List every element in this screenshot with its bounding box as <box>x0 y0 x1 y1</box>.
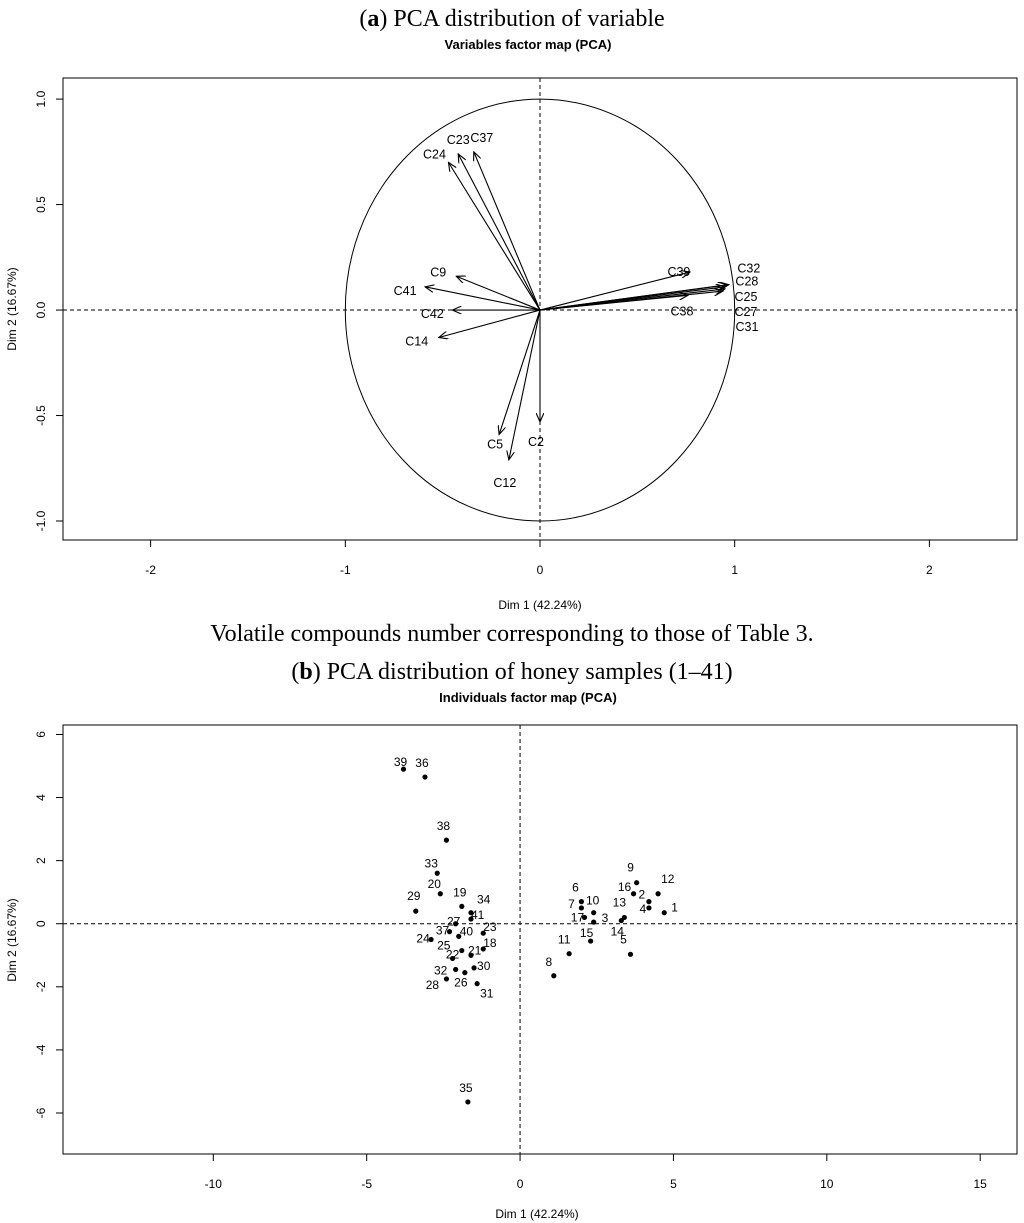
chart-b-point-label-18: 18 <box>483 935 497 950</box>
chart-b-point-label-29: 29 <box>407 889 421 904</box>
chart-b-point-label-27: 27 <box>446 914 461 929</box>
chart-b-point-16 <box>631 891 636 896</box>
chart-b-xtick-label: -10 <box>204 1177 222 1191</box>
chart-b-point-label-40: 40 <box>459 924 474 939</box>
chart-a-vector-label-c12: C12 <box>493 475 517 490</box>
chart-a-vector-label-c28: C28 <box>735 274 759 289</box>
chart-b-point-35 <box>465 1099 470 1104</box>
chart-b-point-label-7: 7 <box>568 896 575 911</box>
chart-b-point-36 <box>422 774 427 779</box>
chart-b-point-33 <box>435 871 440 876</box>
chart-b-point-label-19: 19 <box>453 885 467 900</box>
chart-a-xtick-label: 1 <box>731 563 739 577</box>
chart-a-vector-label-c24: C24 <box>423 147 446 162</box>
chart-b-point-31 <box>475 981 480 986</box>
chart-b-point-label-22: 22 <box>445 947 460 962</box>
chart-a-vector-label-c5: C5 <box>487 437 504 452</box>
chart-b-point-2 <box>646 899 651 904</box>
chart-b-point-label-34: 34 <box>476 892 491 907</box>
caption-b: (b) PCA distribution of honey samples (1–41) <box>291 659 733 685</box>
chart-b-point-30 <box>471 965 476 970</box>
chart-b-point-label-13: 13 <box>612 895 627 910</box>
chart-a-ytick-label: -1.0 <box>34 510 48 532</box>
chart-a-xtick-label: 0 <box>536 563 544 577</box>
chart-b-point-label-25: 25 <box>437 938 451 953</box>
chart-b-point-6 <box>579 899 584 904</box>
chart-b-point-label-6: 6 <box>572 880 579 895</box>
caption-a-text: PCA distribution of variable <box>393 6 665 32</box>
chart-a-vector-label-c38: C38 <box>670 304 694 319</box>
chart-b-point-32 <box>453 967 458 972</box>
chart-b-point-10 <box>591 910 596 915</box>
chart-b-point-1 <box>662 910 667 915</box>
chart-b-point-label-30: 30 <box>477 958 491 973</box>
chart-b-point-label-1: 1 <box>671 900 678 915</box>
chart-a-xtick-label: -1 <box>339 563 351 577</box>
chart-b-point-label-39: 39 <box>393 755 408 770</box>
chart-b-point-label-28: 28 <box>425 977 440 992</box>
variables-factor-map <box>5 37 1017 612</box>
chart-b-point-label-17: 17 <box>570 910 585 925</box>
chart-b-ytick-label: -2 <box>34 981 48 993</box>
chart-b-point-label-26: 26 <box>454 975 468 990</box>
chart-b-point-label-24: 24 <box>416 931 430 946</box>
chart-a-vector-label-c42: C42 <box>420 307 444 322</box>
chart-a-ytick-label: 0.5 <box>34 196 48 213</box>
chart-b-point-label-36: 36 <box>415 756 429 771</box>
chart-b-ytick-label: -6 <box>34 1107 48 1119</box>
chart-b-plot-box <box>63 725 1017 1154</box>
chart-b-xtick-label: 10 <box>820 1177 834 1191</box>
chart-b-ylabel: Dim 2 (16.67%) <box>5 898 19 982</box>
chart-b-xlabel: Dim 1 (42.24%) <box>495 1207 579 1221</box>
chart-b-point-8 <box>551 973 556 978</box>
caption-a: (a) PCA distribution of variable <box>359 6 665 32</box>
chart-b-point-9 <box>634 880 639 885</box>
chart-b-ytick-label: 6 <box>34 731 48 738</box>
chart-b-point-label-12: 12 <box>661 871 675 886</box>
chart-b-xtick-label: -5 <box>361 1177 373 1191</box>
chart-b-point-label-37: 37 <box>435 923 450 938</box>
caption-a-note: Volatile compounds number corresponding to those of Table 3. <box>210 621 814 647</box>
chart-b-point-label-38: 38 <box>436 819 451 834</box>
caption-b-text: PCA distribution of honey samples (1–41) <box>326 659 733 685</box>
chart-b-xtick-label: 15 <box>973 1177 987 1191</box>
chart-a-vector-label-c37: C37 <box>470 130 494 145</box>
chart-b-title: Individuals factor map (PCA) <box>439 690 617 705</box>
chart-b-point-label-16: 16 <box>617 879 632 894</box>
caption-a-letter: a <box>367 6 380 32</box>
chart-b-point-label-10: 10 <box>586 893 600 908</box>
chart-b-point-12 <box>655 891 660 896</box>
chart-a-vector-label-c9: C9 <box>430 265 447 280</box>
chart-b-point-label-3: 3 <box>601 911 609 926</box>
chart-b-point-20 <box>438 891 443 896</box>
chart-a-ytick-label: 0.0 <box>34 301 48 319</box>
chart-a-vector-c5 <box>499 310 540 434</box>
chart-a-ytick-label: 1.0 <box>34 90 48 108</box>
chart-b-point-label-9: 9 <box>627 860 634 875</box>
chart-b-point-label-31: 31 <box>480 986 494 1001</box>
chart-b-point-label-4: 4 <box>639 901 647 916</box>
chart-b-ytick-label: -4 <box>34 1044 48 1056</box>
chart-b-point-label-35: 35 <box>459 1080 473 1095</box>
chart-b-point-4 <box>646 905 651 910</box>
chart-b-point-label-32: 32 <box>433 963 448 978</box>
chart-a-xtick-label: -2 <box>145 563 156 577</box>
chart-b-ytick-label: 4 <box>34 794 48 801</box>
chart-a-vector-c38 <box>540 295 688 310</box>
chart-a-vector-c24 <box>448 162 540 310</box>
chart-a-vector-label-c2: C2 <box>528 434 544 449</box>
chart-b-point-25 <box>459 948 464 953</box>
chart-b-xtick-label: 5 <box>670 1177 677 1191</box>
chart-b-point-26 <box>462 970 467 975</box>
chart-b-point-label-8: 8 <box>545 954 553 969</box>
chart-b-point-label-23: 23 <box>483 920 497 935</box>
chart-b-ytick-label: 2 <box>34 857 48 864</box>
chart-a-vector-label-c25: C25 <box>734 289 758 304</box>
chart-b-point-label-20: 20 <box>427 876 441 891</box>
chart-b-point-label-33: 33 <box>424 856 438 871</box>
chart-a-xlabel: Dim 1 (42.24%) <box>498 598 582 612</box>
chart-a-xtick-label: 2 <box>926 563 933 577</box>
chart-b-point-label-15: 15 <box>579 926 594 941</box>
chart-b-point-label-2: 2 <box>638 887 646 902</box>
chart-a-ylabel: Dim 2 (16.67%) <box>5 267 19 351</box>
chart-b-point-11 <box>567 951 572 956</box>
chart-a-vector-c37 <box>474 152 540 310</box>
chart-b-content <box>34 725 1017 1191</box>
chart-b-point-label-41: 41 <box>470 907 485 922</box>
chart-b-point-19 <box>459 904 464 909</box>
chart-b-point-3 <box>591 920 596 925</box>
chart-b-xtick-label: 0 <box>516 1177 524 1191</box>
chart-b-point-label-11: 11 <box>557 932 571 947</box>
chart-b-point-38 <box>444 838 449 843</box>
chart-b-point-label-14: 14 <box>610 924 624 939</box>
chart-a-vector-label-c41: C41 <box>393 283 417 298</box>
chart-a-vector-label-c32: C32 <box>737 261 761 276</box>
chart-b-point-label-5: 5 <box>620 932 627 947</box>
chart-a-vector-label-c31: C31 <box>735 320 759 335</box>
chart-b-point-14 <box>619 918 624 923</box>
individuals-factor-map <box>5 690 1017 1221</box>
chart-a-ytick-label: -0.5 <box>34 405 48 426</box>
chart-b-ytick-label: 0 <box>34 920 48 928</box>
chart-a-vector-label-c27: C27 <box>734 304 758 319</box>
caption-b-letter: b <box>299 659 313 685</box>
chart-b-point-5 <box>628 952 633 957</box>
chart-a-vector-label-c23: C23 <box>446 132 470 147</box>
chart-a-content <box>34 78 1017 577</box>
chart-b-point-29 <box>413 909 418 914</box>
chart-a-title: Variables factor map (PCA) <box>444 37 612 52</box>
chart-a-vector-c23 <box>458 154 540 310</box>
chart-a-vector-c14 <box>439 310 540 337</box>
chart-a-vector-label-c39: C39 <box>667 265 691 280</box>
chart-b-point-label-21: 21 <box>467 943 482 958</box>
chart-a-vector-label-c14: C14 <box>405 334 429 349</box>
